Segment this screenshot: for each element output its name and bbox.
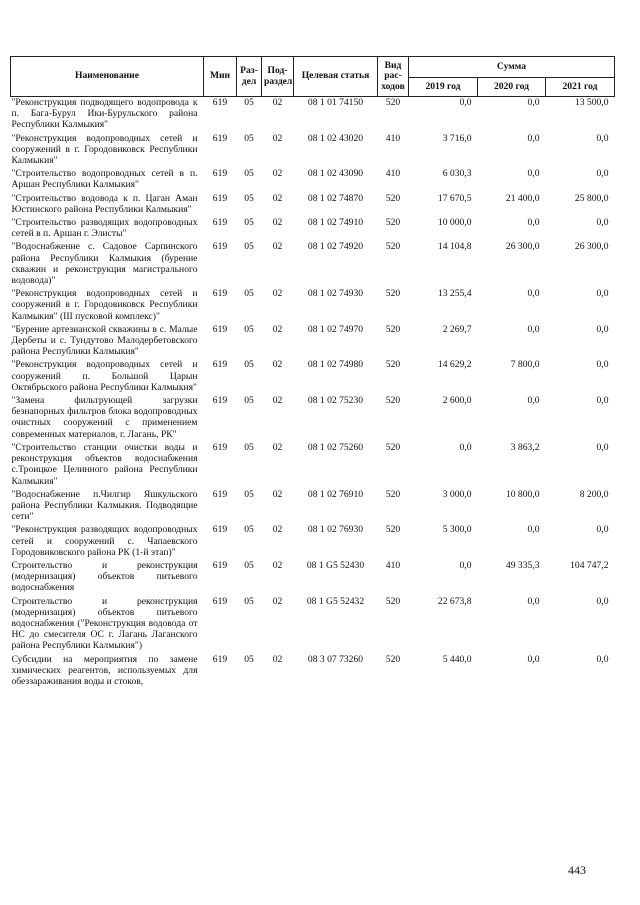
row-name: "Реконструкция водопроводных сетей и сооружений в г. Городовиковск Республики Калмыкия" (11, 132, 198, 167)
row-celevaya-statya: 08 1 G5 52432 (306, 595, 365, 607)
header-year-2020: 2020 год (478, 78, 546, 97)
row-podrazdel: 02 (272, 132, 283, 144)
header-celevaya-statya: Целевая статья (294, 57, 378, 97)
row-min: 619 (212, 395, 228, 407)
row-name: "Строительство водопроводных сетей в п. Аршан Республики Калмыкия" (11, 168, 198, 191)
row-amount-2019: 22 673,8 (437, 595, 472, 607)
row-amount-2020: 0,0 (527, 323, 540, 335)
row-amount-2019: 2 600,0 (442, 395, 472, 407)
row-vid-rashodov: 520 (385, 653, 401, 665)
row-podrazdel: 02 (272, 441, 283, 453)
row-name: "Строительство разводящих водопроводных сетей в п. Аршан г. Элисты" (11, 217, 198, 240)
row-amount-2020: 0,0 (527, 395, 540, 407)
row-podrazdel: 02 (272, 323, 283, 335)
header-min: Мин (204, 57, 237, 97)
row-name: "Реконструкция подводящего водопровода к п. Бага-Бурул Ики-Бурульского района Республики Калмыкия" (11, 97, 198, 131)
row-amount-2019: 0,0 (459, 97, 472, 108)
row-name: "Бурение артезианской скважины в с. Малые Дербеты и с. Тундутово Малодербетовского района Республики Калмыкия" (11, 323, 198, 358)
row-min: 619 (212, 217, 228, 229)
row-vid-rashodov: 520 (385, 217, 401, 229)
row-amount-2020: 0,0 (527, 168, 540, 180)
table-row (11, 596, 615, 654)
row-celevaya-statya: 08 1 02 75230 (307, 395, 364, 407)
table-row (11, 241, 615, 288)
row-razdel: 05 (244, 323, 254, 335)
row-razdel: 05 (244, 288, 254, 300)
row-podrazdel: 02 (272, 241, 283, 253)
table-row (11, 654, 615, 690)
row-celevaya-statya: 08 1 02 76930 (307, 524, 364, 536)
row-razdel: 05 (244, 132, 254, 144)
row-amount-2020: 0,0 (527, 653, 540, 665)
row-name: "Водоснабжение п.Чилгир Яшкульского района Республики Калмыкия. Подводящие сети" (11, 488, 198, 523)
row-amount-2020: 21 400,0 (505, 192, 540, 204)
row-vid-rashodov: 520 (385, 441, 401, 453)
table-row (11, 288, 615, 324)
row-amount-2021: 0,0 (596, 323, 609, 335)
row-celevaya-statya: 08 1 G5 52430 (306, 559, 365, 571)
page-number: 443 (568, 863, 586, 877)
row-min: 619 (212, 595, 228, 607)
row-name: "Реконструкция водопроводных сетей и сооружений в г. Городовиковск Республики Калмыкия" (III пусковой комплекс)" (11, 288, 198, 322)
row-amount-2021: 0,0 (596, 441, 609, 453)
row-amount-2019: 0,0 (459, 559, 472, 571)
row-amount-2021: 104 747,2 (570, 559, 609, 571)
row-razdel: 05 (244, 359, 254, 371)
row-razdel: 05 (244, 488, 254, 500)
row-podrazdel: 02 (272, 192, 283, 204)
row-celevaya-statya: 08 1 02 74920 (307, 241, 364, 253)
row-amount-2021: 0,0 (596, 288, 609, 300)
row-celevaya-statya: 08 1 02 74970 (307, 323, 364, 335)
row-amount-2019: 17 670,5 (437, 192, 472, 204)
row-amount-2021: 0,0 (596, 524, 609, 536)
row-name: "Замена фильтрующей загрузки безнапорных фильтров блока водопроводных очистных сооружений с применением современных материалов, г. Лагань, РК" (11, 395, 198, 440)
row-razdel: 05 (244, 559, 254, 571)
row-podrazdel: 02 (272, 97, 283, 108)
row-min: 619 (212, 653, 228, 665)
row-min: 619 (212, 192, 228, 204)
table-header (11, 57, 615, 97)
row-vid-rashodov: 520 (385, 192, 401, 204)
row-vid-rashodov: 410 (385, 132, 401, 144)
row-min: 619 (212, 359, 228, 371)
row-name: Строительство и реконструкция (модернизация) объектов питьевого водоснабжения ("Реконструкция водовода от НС до смесителя ОС г. Лагань Лаганского района Республики Калмыкия") (11, 595, 198, 652)
row-vid-rashodov: 520 (385, 241, 401, 253)
row-name: "Водоснабжение с. Садовое Сарпинского района Республики Калмыкия (бурение скважин и реконструкция магистрального водовода)" (11, 241, 198, 287)
row-amount-2021: 0,0 (596, 217, 609, 229)
row-podrazdel: 02 (272, 595, 283, 607)
budget-table (10, 56, 615, 689)
row-podrazdel: 02 (272, 288, 283, 300)
row-min: 619 (212, 559, 228, 571)
row-amount-2019: 6 030,3 (442, 168, 472, 180)
table-row (11, 97, 615, 133)
header-year-2019: 2019 год (409, 78, 478, 97)
header-year-2021: 2021 год (546, 78, 615, 97)
row-razdel: 05 (244, 192, 254, 204)
table-row (11, 168, 615, 192)
row-amount-2020: 49 335,3 (505, 559, 540, 571)
table-body (11, 97, 615, 690)
row-razdel: 05 (244, 217, 254, 229)
row-min: 619 (212, 132, 228, 144)
row-celevaya-statya: 08 1 01 74150 (307, 97, 364, 108)
row-razdel: 05 (244, 241, 254, 253)
row-amount-2019: 3 000,0 (442, 488, 472, 500)
row-amount-2020: 0,0 (527, 132, 540, 144)
row-name: "Реконструкция водопроводных сетей и сооружений п. Большой Царын Октябрьского района Республики Калмыкия" (11, 359, 198, 393)
row-amount-2019: 5 440,0 (442, 653, 472, 665)
row-celevaya-statya: 08 1 02 74870 (307, 192, 364, 204)
row-min: 619 (212, 288, 228, 300)
row-min: 619 (212, 97, 228, 108)
row-amount-2020: 0,0 (527, 595, 540, 607)
row-amount-2021: 0,0 (596, 653, 609, 665)
row-razdel: 05 (244, 653, 254, 665)
row-amount-2019: 2 269,7 (442, 323, 472, 335)
row-vid-rashodov: 520 (385, 595, 401, 607)
row-amount-2020: 0,0 (527, 524, 540, 536)
row-amount-2020: 0,0 (527, 288, 540, 300)
row-amount-2020: 0,0 (527, 217, 540, 229)
row-min: 619 (212, 323, 228, 335)
row-name: Субсидии на мероприятия по замене химических реагентов, используемых для обеззараживания воды и стоков, (11, 653, 198, 687)
table-row (11, 193, 615, 217)
row-podrazdel: 02 (272, 359, 283, 371)
row-min: 619 (212, 488, 228, 500)
table-row (11, 442, 615, 489)
header-podrazdel: Под-раздел (262, 57, 294, 97)
row-amount-2019: 10 000,0 (437, 217, 472, 229)
row-amount-2019: 14 104,8 (437, 241, 472, 253)
row-celevaya-statya: 08 1 02 74930 (307, 288, 364, 300)
row-celevaya-statya: 08 1 02 43020 (307, 132, 364, 144)
row-min: 619 (212, 441, 228, 453)
row-min: 619 (212, 241, 228, 253)
row-amount-2019: 13 255,4 (437, 288, 472, 300)
row-amount-2019: 0,0 (459, 441, 472, 453)
row-podrazdel: 02 (272, 488, 283, 500)
row-podrazdel: 02 (272, 559, 283, 571)
row-vid-rashodov: 520 (385, 97, 401, 108)
row-amount-2020: 10 800,0 (505, 488, 540, 500)
row-razdel: 05 (244, 441, 254, 453)
row-amount-2021: 0,0 (596, 132, 609, 144)
row-amount-2021: 0,0 (596, 395, 609, 407)
row-celevaya-statya: 08 1 02 43090 (307, 168, 364, 180)
row-celevaya-statya: 08 3 07 73260 (307, 653, 364, 665)
row-name: "Строительство водовода к п. Цаган Аман Юстинского района Республики Калмыкия" (11, 192, 198, 215)
table-row (11, 560, 615, 596)
table-row (11, 324, 615, 360)
row-amount-2019: 14 629,2 (437, 359, 472, 371)
header-name: Наименование (11, 57, 204, 97)
row-amount-2021: 0,0 (596, 359, 609, 371)
row-vid-rashodov: 520 (385, 395, 401, 407)
row-amount-2020: 3 863,2 (510, 441, 540, 453)
row-razdel: 05 (244, 524, 254, 536)
row-name: Строительство и реконструкция (модернизация) объектов питьевого водоснабжения (11, 559, 198, 594)
row-razdel: 05 (244, 97, 254, 108)
table-row (11, 395, 615, 442)
row-celevaya-statya: 08 1 02 74980 (307, 359, 364, 371)
row-amount-2021: 25 800,0 (574, 192, 609, 204)
row-celevaya-statya: 08 1 02 76910 (307, 488, 364, 500)
row-name: "Строительство станции очистки воды и реконструкция объектов водоснабжения с.Троицкое Целинного района Республики Калмыкия" (11, 441, 198, 487)
row-podrazdel: 02 (272, 217, 283, 229)
header-razdel: Раз-дел (237, 57, 262, 97)
row-razdel: 05 (244, 168, 254, 180)
row-vid-rashodov: 520 (385, 524, 401, 536)
row-podrazdel: 02 (272, 653, 283, 665)
table-row (11, 489, 615, 525)
row-amount-2020: 0,0 (527, 97, 540, 108)
row-celevaya-statya: 08 1 02 74910 (307, 217, 364, 229)
row-vid-rashodov: 520 (385, 488, 401, 500)
row-vid-rashodov: 410 (385, 168, 401, 180)
row-podrazdel: 02 (272, 524, 283, 536)
row-celevaya-statya: 08 1 02 75260 (307, 441, 364, 453)
row-amount-2019: 3 716,0 (442, 132, 472, 144)
row-vid-rashodov: 520 (385, 359, 401, 371)
table-row (11, 133, 615, 169)
table-row (11, 217, 615, 241)
row-amount-2021: 26 300,0 (574, 241, 609, 253)
row-amount-2021: 0,0 (596, 168, 609, 180)
row-min: 619 (212, 168, 228, 180)
row-min: 619 (212, 524, 228, 536)
header-summa: Сумма (409, 57, 615, 78)
row-vid-rashodov: 520 (385, 288, 401, 300)
row-razdel: 05 (244, 395, 254, 407)
row-amount-2019: 5 300,0 (442, 524, 472, 536)
row-amount-2021: 8 200,0 (579, 488, 609, 500)
row-podrazdel: 02 (272, 168, 283, 180)
row-amount-2020: 7 800,0 (510, 359, 540, 371)
row-name: "Реконструкция разводящих водопроводных сетей и сооружений с. Чапаевского Городовиковского района РК (1-й этап)" (11, 524, 198, 558)
row-podrazdel: 02 (272, 395, 283, 407)
row-amount-2020: 26 300,0 (505, 241, 540, 253)
table-row (11, 524, 615, 560)
header-vid-rashodov: Вид рас-ходов (378, 57, 409, 97)
row-amount-2021: 13 500,0 (574, 97, 609, 108)
row-vid-rashodov: 520 (385, 323, 401, 335)
table-row (11, 359, 615, 395)
row-razdel: 05 (244, 595, 254, 607)
row-amount-2021: 0,0 (596, 595, 609, 607)
row-vid-rashodov: 410 (385, 559, 401, 571)
